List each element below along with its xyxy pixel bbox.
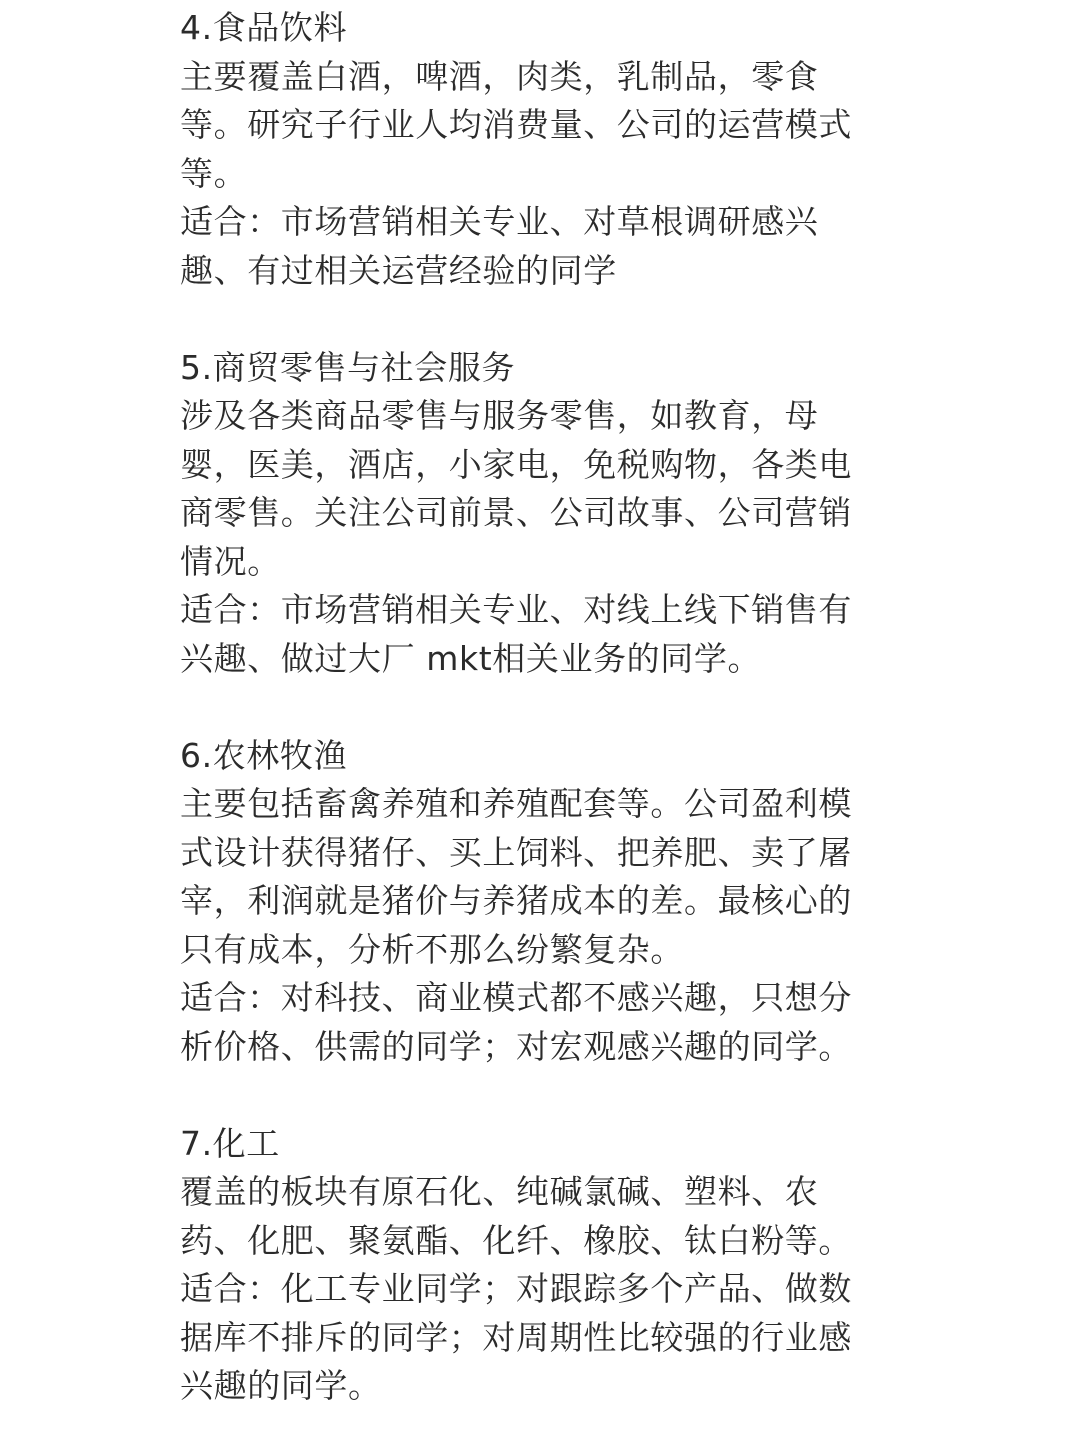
fit-line: 适合：对科技、商业模式都不感兴趣，只想分	[180, 978, 852, 1017]
fit-line: 析价格、供需的同学；对宏观感兴趣的同学。	[180, 1026, 852, 1066]
section-title: 7.化工	[180, 1123, 280, 1163]
fit-line: 适合：市场营销相关专业、对草根调研感兴	[180, 202, 819, 241]
description-line: 只有成本，分析不那么纷繁复杂。	[180, 929, 684, 969]
fit-line: 适合：市场营销相关专业、对线上线下销售有	[180, 590, 852, 629]
section-agriculture	[180, 732, 880, 1072]
fit-line: 据库不排斥的同学；对周期性比较强的行业感	[180, 1317, 852, 1357]
section-description	[180, 53, 880, 199]
section-description	[180, 1168, 880, 1265]
fit-line: 适合：化工专业同学；对跟踪多个产品、做数	[180, 1269, 852, 1308]
section-fit	[180, 198, 880, 295]
fit-line: 兴趣的同学。	[180, 1366, 382, 1405]
fit-line: 趣、有过相关运营经验的同学	[180, 250, 617, 290]
section-fit	[180, 586, 880, 683]
description-line: 商零售。关注公司前景、公司故事、公司营销	[180, 493, 852, 532]
section-description	[180, 392, 880, 586]
description-line: 覆盖的板块有原石化、纯碱氯碱、塑料、农	[180, 1172, 819, 1211]
description-line: 式设计获得猪仔、买上饲料、把养肥、卖了屠	[180, 832, 852, 872]
description-line: 主要覆盖白酒，啤酒，肉类，乳制品，零食	[180, 56, 819, 96]
description-line: 涉及各类商品零售与服务零售，如教育，母	[180, 396, 819, 435]
section-retail-services	[180, 344, 880, 684]
fit-line: 兴趣、做过大厂 mkt相关业务的同学。	[180, 638, 762, 678]
section-fit	[180, 1265, 880, 1411]
description-line: 情况。	[180, 541, 281, 581]
section-chemicals	[180, 1120, 880, 1411]
description-line: 等。	[180, 153, 248, 193]
section-food-beverage	[180, 4, 880, 295]
section-description	[180, 780, 880, 974]
section-fit	[180, 974, 880, 1071]
section-title: 4.食品饮料	[180, 8, 348, 47]
description-line: 药、化肥、聚氨酯、化纤、橡胶、钛白粉等。	[180, 1220, 852, 1260]
section-title: 6.农林牧渔	[180, 735, 348, 775]
description-line: 主要包括畜禽养殖和养殖配套等。公司盈利模	[180, 784, 852, 823]
article-body	[180, 4, 880, 1411]
description-line: 等。研究子行业人均消费量、公司的运营模式	[180, 105, 852, 144]
section-title: 5.商贸零售与社会服务	[180, 347, 516, 387]
description-line: 婴，医美，酒店，小家电，免税购物，各类电	[180, 444, 852, 484]
description-line: 宰，利润就是猪价与养猪成本的差。最核心的	[180, 881, 852, 920]
